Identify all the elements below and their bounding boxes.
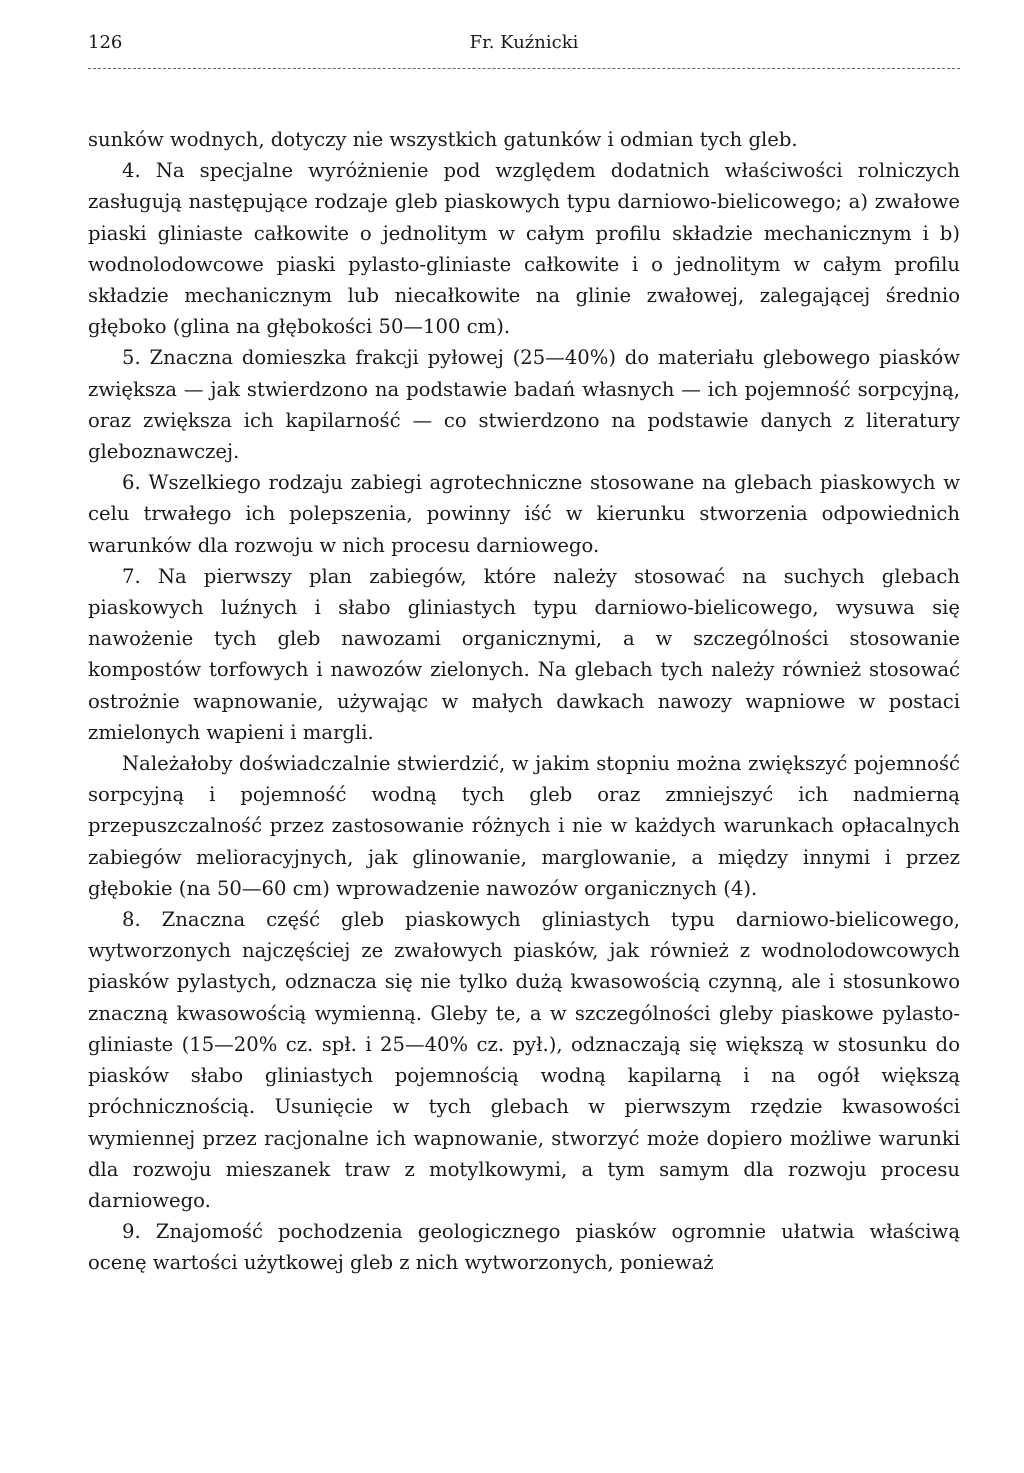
paragraph-4: 4. Na specjalne wyróżnienie pod względem dodatnich właściwości rolniczych zasługują następujące rodzaje gleb piaskowych typu darniowo-bielicowego; a) zwałowe piaski gliniaste całkowite o jednolitym w całym profilu składzie mechanicznym i b) wodnolodowcowe piaski pylasto-gliniaste całkowite i o jednolitym w całym profilu składzie mechanicznym lub niecałkowite na glinie zwałowej, zalegającej średnio głęboko (glina na głębokości 50—100 cm). bbox=[88, 159, 960, 339]
body-text bbox=[88, 124, 960, 1279]
book-page bbox=[88, 30, 960, 1279]
paragraph-5: 5. Znaczna domieszka frakcji pyłowej (25—40%) do materiału glebowego piasków zwiększa — jak stwierdzono na podstawie badań własnych — ich pojemność sorpcyjną, oraz zwiększa ich kapilarność — co stwierdzono na podstawie danych z literatury gleboznawczej. bbox=[88, 346, 960, 464]
running-title: Fr. Kuźnicki bbox=[469, 32, 579, 53]
page-header bbox=[88, 30, 960, 60]
page-number: 126 bbox=[88, 32, 123, 53]
paragraph-8: 8. Znaczna część gleb piaskowych gliniastych typu darniowo-bielicowego, wytworzonych najczęściej ze zwałowych piasków, jak również z wodnolodowcowych piasków pylastych, odznacza się nie tylko dużą kwasowością czynną, ale i stosunkowo znaczną kwasowością wymienną. Gleby te, a w szczególności gleby piaskowe pylasto-gliniaste (15—20% cz. spł. i 25—40% cz. pył.), odznaczają się większą w stosunku do piasków słabo gliniastych pojemnością wodną kapilarną i na ogół większą próchnicznością. Usunięcie w tych glebach w pierwszym rzędzie kwasowości wymiennej przez racjonalne ich wapnowanie, stworzyć może dopiero możliwe warunki dla rozwoju mieszanek traw z motylkowymi, a tym samym dla rozwoju procesu darniowego. bbox=[88, 908, 960, 1212]
header-rule bbox=[88, 68, 960, 69]
paragraph-continuation: sunków wodnych, dotyczy nie wszystkich gatunków i odmian tych gleb. bbox=[88, 128, 798, 151]
paragraph-9: 9. Znajomość pochodzenia geologicznego piasków ogromnie ułatwia właściwą ocenę wartości użytkowej gleb z nich wytworzonych, ponieważ bbox=[88, 1220, 960, 1275]
paragraph-7-continued: Należałoby doświadczalnie stwierdzić, w jakim stopniu można zwiększyć pojemność sorpcyjną i pojemność wodną tych gleb oraz zmniejszyć ich nadmierną przepuszczalność przez zastosowanie różnych i nie w każdych warunkach opłacalnych zabiegów melioracyjnych, jak glinowanie, marglowanie, a między innymi i przez głębokie (na 50—60 cm) wprowadzenie nawozów organicznych (4). bbox=[88, 752, 960, 900]
paragraph-7: 7. Na pierwszy plan zabiegów, które należy stosować na suchych glebach piaskowych luźnych i słabo gliniastych typu darniowo-bielicowego, wysuwa się nawożenie tych gleb nawozami organicznymi, a w szczególności stosowanie kompostów torfowych i nawozów zielonych. Na glebach tych należy również stosować ostrożnie wapnowanie, używając w małych dawkach nawozy wapniowe w postaci zmielonych wapieni i margli. bbox=[88, 564, 960, 744]
paragraph-6: 6. Wszelkiego rodzaju zabiegi agrotechniczne stosowane na glebach piaskowych w celu trwałego ich polepszenia, powinny iść w kierunku stworzenia odpowiednich warunków dla rozwoju w nich procesu darniowego. bbox=[88, 471, 960, 557]
